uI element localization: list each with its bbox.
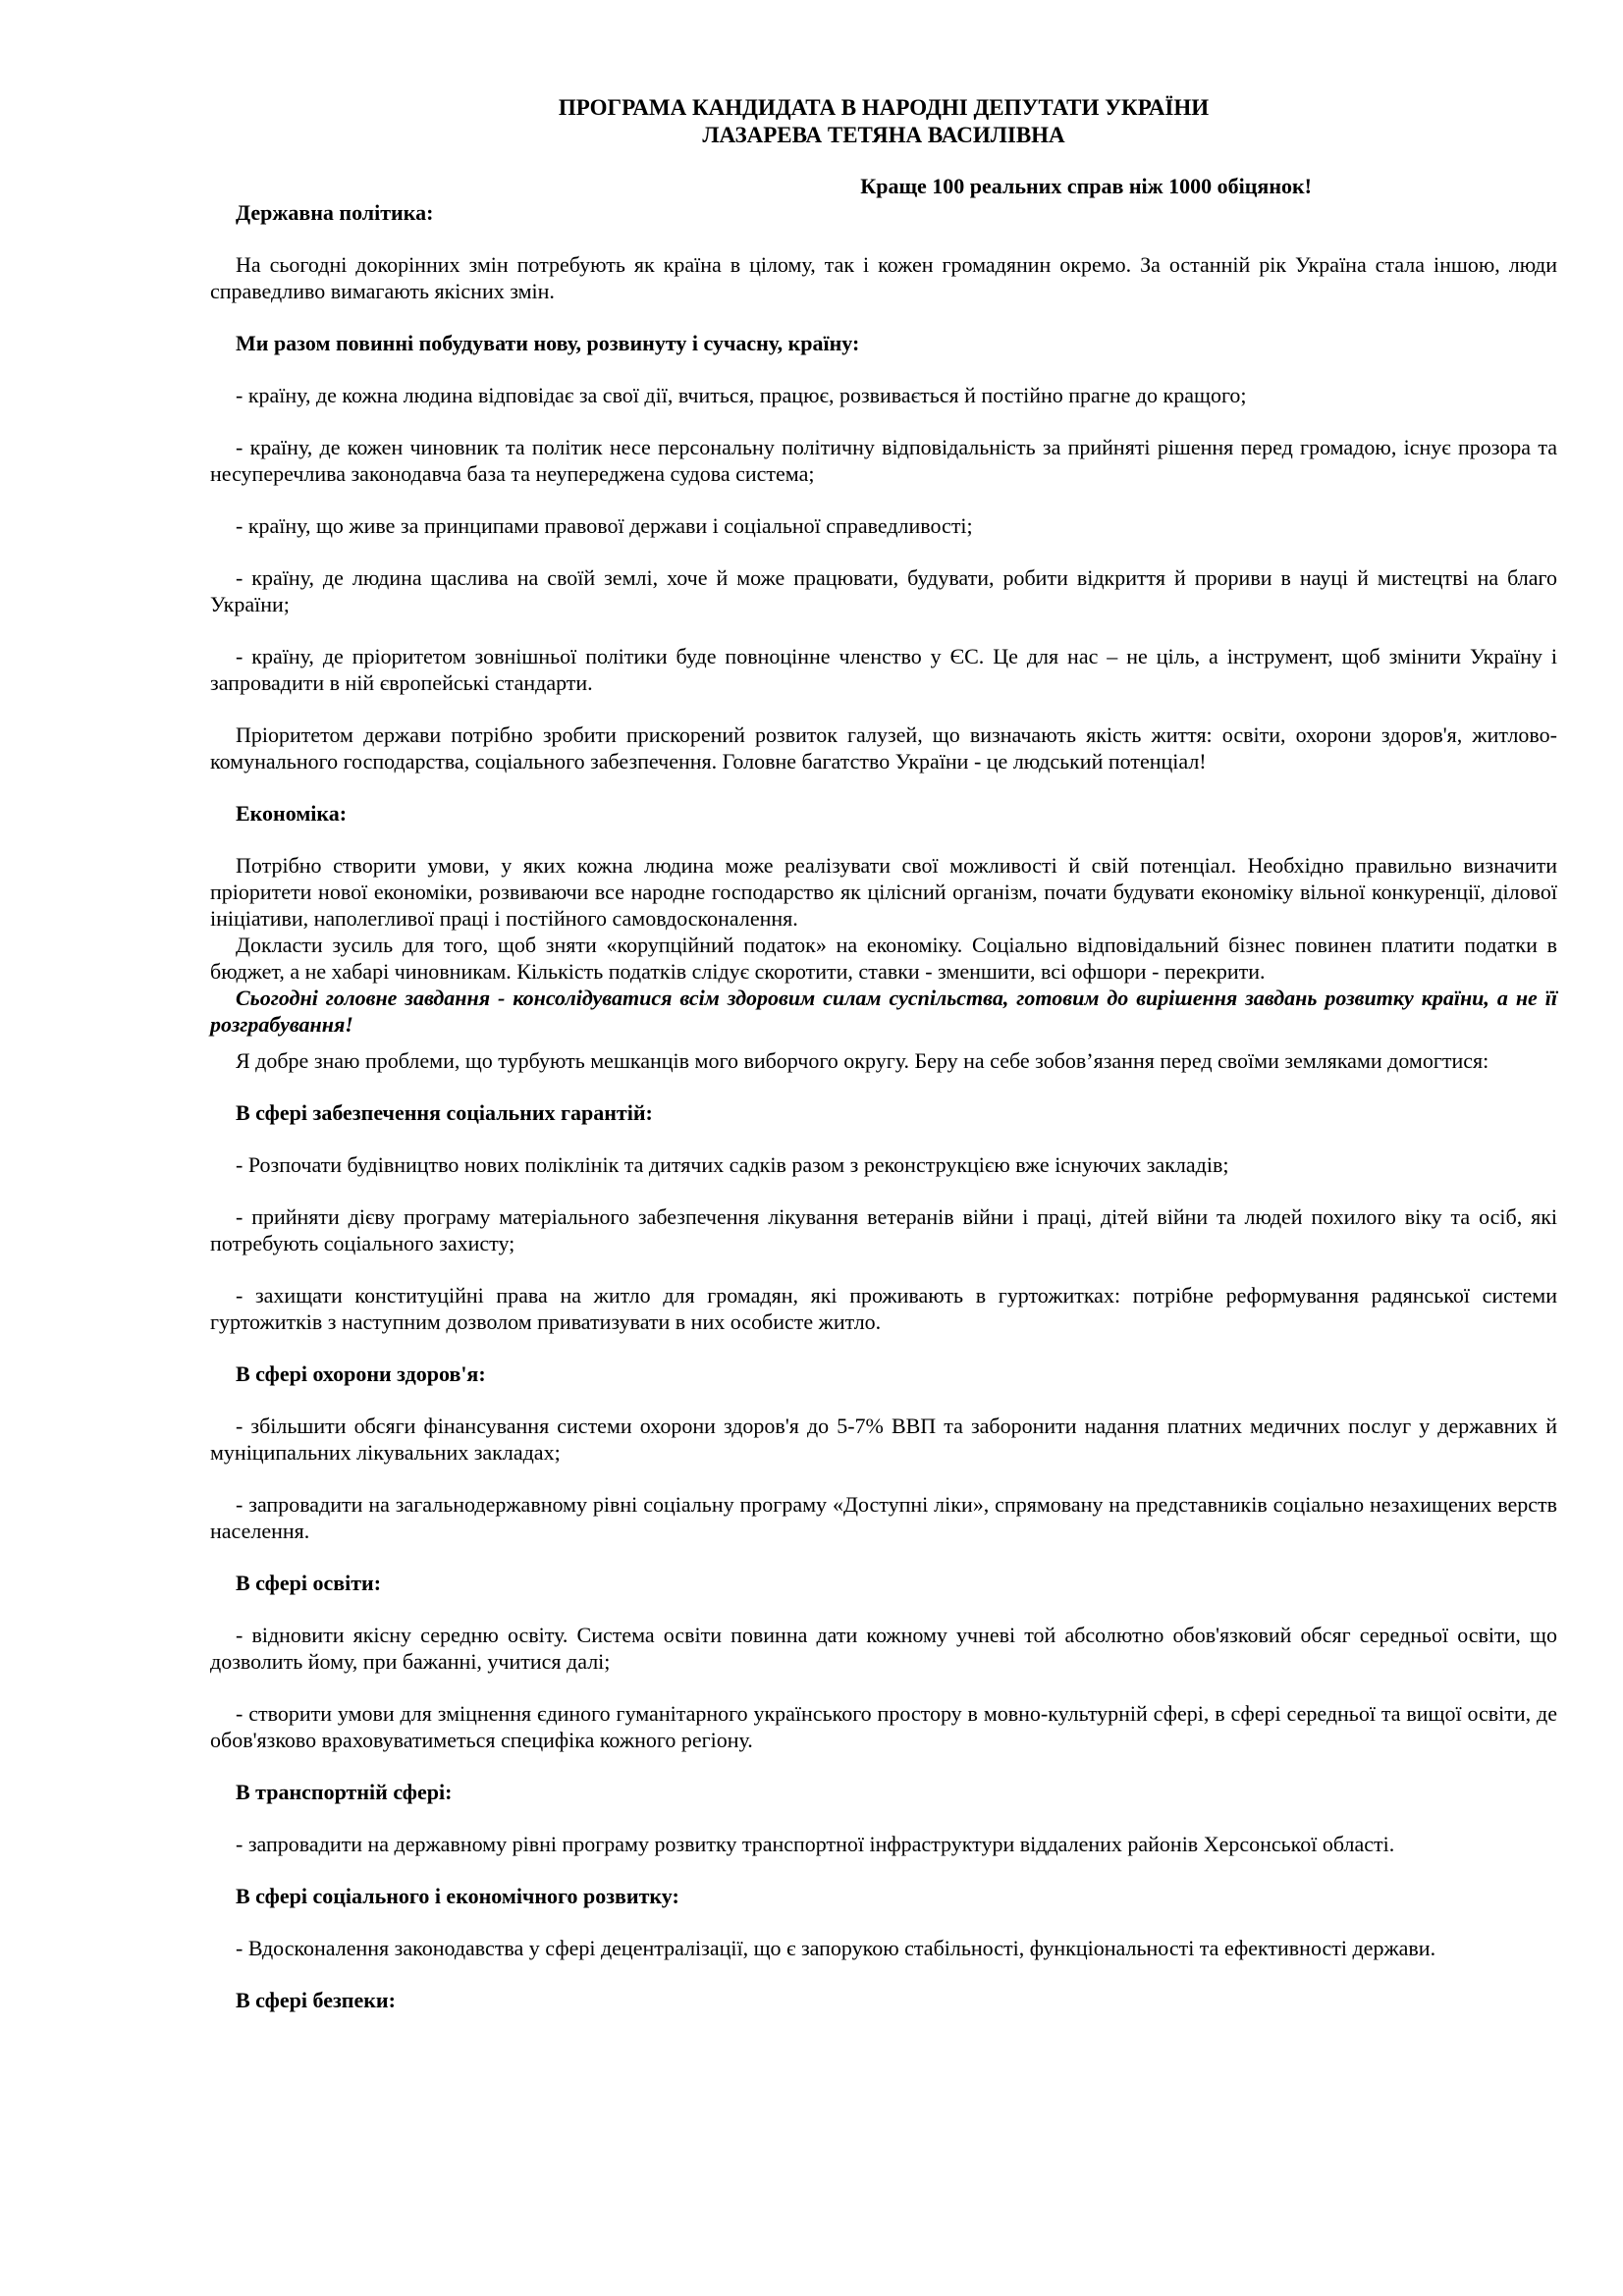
list-item: - країну, де людина щаслива на своїй землі, хоче й може працювати, будувати, робити відкриття й прориви в науці й мистецтві на благо України;	[210, 565, 1557, 616]
document-title-line-1: ПРОГРАМА КАНДИДАТА В НАРОДНІ ДЕПУТАТИ УКРАЇНИ	[558, 95, 1210, 120]
economy-emphasis: Сьогодні головне завдання - консолідуватися всім здоровим силам суспільства, готовим до вирішення завдань розвитку країни, а не її розграбування!	[210, 986, 1557, 1037]
motto: Краще 100 реальних справ ніж 1000 обіцянок!	[860, 174, 1312, 198]
list-item: - створити умови для зміцнення єдиного гуманітарного українського простору в мовно-культурній сфері, в сфері середньої та вищої освіти, де обов'язково враховуватиметься специфіка кожного регіону.	[210, 1701, 1557, 1752]
heading-social-guarantees: В сфері забезпечення соціальних гарантій:	[236, 1100, 653, 1125]
economy-paragraph-2: Докласти зусиль для того, щоб зняти «корупційний податок» на економіку. Соціально відповідальний бізнес повинен платити податки в бюджет, а не хабарі чиновникам. Кількість податків слідує скоротити, ставки - зменшити, всі офшори - перекрити.	[210, 933, 1557, 984]
document-body	[210, 94, 1557, 2013]
pledge-paragraph: Я добре знаю проблеми, що турбують мешканців мого виборчого округу. Беру на себе зобов’язання перед своїми земляками домогтися:	[236, 1048, 1489, 1073]
heading-transport: В транспортній сфері:	[236, 1780, 453, 1804]
heading-development: В сфері соціального і економічного розвитку:	[236, 1884, 679, 1908]
state-policy-intro: На сьогодні докорінних змін потребують як країна в цілому, так і кожен громадянин окремо. За останній рік Україна стала іншою, люди справедливо вимагають якісних змін.	[210, 252, 1557, 303]
list-item: - збільшити обсяги фінансування системи охорони здоров'я до 5-7% ВВП та заборонити надання платних медичних послуг у державних й муніципальних лікувальних закладах;	[210, 1414, 1557, 1465]
state-priority-paragraph: Пріоритетом держави потрібно зробити прискорений розвиток галузей, що визначають якість життя: освіти, охорони здоров'я, житлово-комунального господарства, соціального забезпечення. Головне багатство України - це людський потенціал!	[210, 722, 1557, 774]
document-title-line-2: ЛАЗАРЕВА ТЕТЯНА ВАСИЛІВНА	[702, 123, 1065, 147]
list-item: - країну, де кожна людина відповідає за свої дії, вчиться, працює, розвивається й постійно прагне до кращого;	[236, 383, 1247, 407]
list-item: - Вдосконалення законодавства у сфері децентралізації, що є запорукою стабільності, функціональності та ефективності держави.	[236, 1936, 1436, 1960]
heading-health: В сфері охорони здоров'я:	[236, 1362, 486, 1386]
heading-state-policy: Державна політика:	[236, 200, 434, 225]
list-item: - запровадити на загальнодержавному рівні соціальну програму «Доступні ліки», спрямовану на представників соціально незахищених верств населення.	[210, 1492, 1557, 1543]
list-item: - країну, де пріоритетом зовнішньої політики буде повноцінне членство у ЄС. Це для нас – не ціль, а інструмент, щоб змінити Україну і запровадити в ній європейські стандарти.	[210, 644, 1557, 695]
economy-paragraph-1: Потрібно створити умови, у яких кожна людина може реалізувати свої можливості й свій потенціал. Необхідно правильно визначити пріоритети нової економіки, розвиваючи все народне господарство як цілісний організм, почати будувати економіку вільної конкуренції, ділової ініціативи, наполегливої праці і постійного самовдосконалення.	[210, 853, 1557, 931]
heading-security: В сфері безпеки:	[236, 1988, 396, 2012]
subheading-build-country: Ми разом повинні побудувати нову, розвинуту і сучасну, країну:	[236, 331, 860, 355]
list-item: - відновити якісну середню освіту. Система освіти повинна дати кожному учневі той абсолютно обов'язковий обсяг середньої освіти, що дозволить йому, при бажанні, учитися далі;	[210, 1623, 1557, 1674]
list-item: - захищати конституційні права на житло для громадян, які проживають в гуртожитках: потрібне реформування радянської системи гуртожитків з наступним дозволом приватизувати в них особисте житло.	[210, 1283, 1557, 1334]
list-item: - країну, що живе за принципами правової держави і соціальної справедливості;	[236, 513, 973, 538]
list-item: - запровадити на державному рівні програму розвитку транспортної інфраструктури віддалених районів Херсонської області.	[236, 1832, 1395, 1856]
list-item: - прийняти дієву програму матеріального забезпечення лікування ветеранів війни і праці, дітей війни та людей похилого віку та осіб, які потребують соціального захисту;	[210, 1204, 1557, 1255]
list-item: - Розпочати будівництво нових поліклінік та дитячих садків разом з реконструкцією вже існуючих закладів;	[236, 1152, 1229, 1177]
heading-economy: Економіка:	[236, 801, 348, 826]
heading-education: В сфері освіти:	[236, 1571, 382, 1595]
list-item: - країну, де кожен чиновник та політик несе персональну політичну відповідальність за прийняті рішення перед громадою, існує прозора та несуперечлива законодавча база та неупереджена судова система;	[210, 435, 1557, 486]
